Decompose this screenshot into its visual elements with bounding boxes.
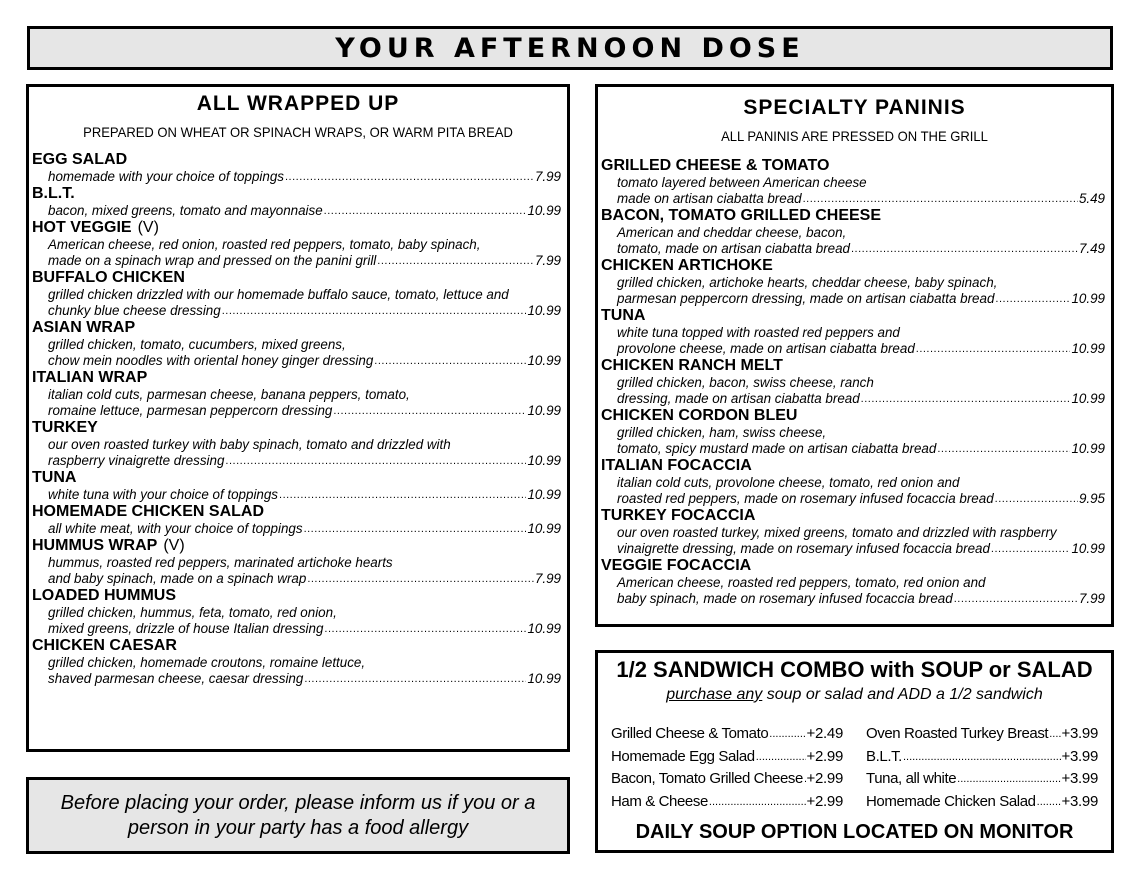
combo-option-price: +3.99 [1061, 725, 1098, 742]
menu-item-description: hummus, roasted red peppers, marinated artichoke hearts [48, 555, 393, 570]
menu-item-price: 10.99 [1071, 391, 1105, 406]
combo-option-name: B.L.T. [866, 747, 902, 765]
menu-item-description-line [601, 291, 1105, 307]
menu-item [32, 537, 561, 587]
menu-item-description-line [601, 525, 1105, 541]
menu-item-name-text: ITALIAN WRAP [32, 369, 148, 386]
menu-item-description: American and cheddar cheese, bacon, [617, 225, 847, 240]
menu-item-description-line [32, 253, 561, 269]
menu-item [32, 219, 561, 269]
combo-option-name: Homemade Chicken Salad [866, 792, 1036, 810]
dot-leader [995, 291, 1070, 307]
menu-item-description-line [32, 571, 561, 587]
menu-item-name-text: CHICKEN CAESAR [32, 637, 177, 654]
combo-option [611, 791, 843, 814]
menu-item-name [601, 507, 1105, 525]
menu-item-description: tomato layered between American cheese [617, 175, 867, 190]
combo-option-name: Oven Roasted Turkey Breast [866, 725, 1049, 742]
menu-item-description: mixed greens, drizzle of house Italian dressing [48, 621, 324, 636]
wraps-title: ALL WRAPPED UP [196, 92, 400, 115]
menu-item-name-text: TUNA [32, 469, 77, 486]
menu-item-name [601, 207, 1105, 225]
combo-subtitle [598, 686, 1111, 704]
menu-item-price: 7.99 [534, 571, 561, 586]
combo-option-name: Tuna, all white [866, 770, 957, 787]
menu-item-name-text: BUFFALO CHICKEN [32, 269, 185, 286]
menu-item-name-text: ITALIAN FOCACCIA [601, 457, 752, 474]
menu-item-description-line [32, 237, 561, 253]
menu-item-name-text: CHICKEN CORDON BLEU [601, 407, 798, 424]
menu-item-price: 10.99 [527, 487, 561, 502]
menu-item-description-line [32, 303, 561, 319]
menu-item-description-line [601, 491, 1105, 507]
menu-item-description-line [32, 605, 561, 621]
menu-item-description: italian cold cuts, provolone cheese, tomato, red onion and [617, 475, 960, 490]
menu-item-description-line [601, 375, 1105, 391]
dot-leader [709, 791, 806, 814]
menu-item-price: 10.99 [1071, 341, 1105, 356]
menu-item-description: baby spinach, made on rosemary infused focaccia bread [617, 591, 953, 606]
dot-leader [279, 487, 526, 503]
allergy-notice: Before placing your order, please inform us if you or a person in your party has a food allergy [60, 791, 536, 839]
combo-option [866, 746, 1098, 769]
menu-item-description-line [601, 391, 1105, 407]
menu-item-description-line [32, 169, 561, 185]
menu-item-description-line [601, 275, 1105, 291]
menu-item-description: tomato, spicy mustard made on artisan ciabatta bread [617, 441, 937, 456]
menu-item-description: American cheese, roasted red peppers, tomato, red onion and [617, 575, 986, 590]
menu-item-description: and baby spinach, made on a spinach wrap [48, 571, 307, 586]
all-wrapped-up-section [26, 84, 570, 752]
menu-item-description: made on artisan ciabatta bread [617, 191, 802, 206]
menu-item-description: romaine lettuce, parmesan peppercorn dressing [48, 403, 333, 418]
menu-item-description: chow mein noodles with oriental honey ginger dressing [48, 353, 374, 368]
menu-item-description: grilled chicken, homemade croutons, romaine lettuce, [48, 655, 366, 670]
menu-item-name-text: TUNA [601, 307, 646, 324]
menu-item [32, 151, 561, 185]
menu-item [32, 319, 561, 369]
menu-item-description: our oven roasted turkey, mixed greens, tomato and drizzled with raspberry [617, 525, 1057, 540]
allergy-notice-box [26, 777, 570, 854]
dot-leader [957, 768, 1060, 791]
menu-item-description-line [32, 671, 561, 687]
dot-leader [804, 768, 806, 791]
menu-item-price: 10.99 [527, 303, 561, 318]
menu-item [601, 207, 1105, 257]
dot-leader [324, 621, 526, 637]
menu-item-description: grilled chicken, tomato, cucumbers, mixed greens, [48, 337, 346, 352]
menu-item-description: grilled chicken, artichoke hearts, cheddar cheese, baby spinach, [617, 275, 998, 290]
menu-item-description: all white meat, with your choice of toppings [48, 521, 303, 536]
dot-leader [222, 303, 527, 319]
dot-leader [285, 169, 534, 185]
menu-item-name [601, 357, 1105, 375]
dot-leader [1049, 723, 1060, 746]
paninis-subtitle: ALL PANINIS ARE PRESSED ON THE GRILL [721, 128, 988, 144]
half-sandwich-combo-section [595, 650, 1114, 853]
combo-option-price: +2.49 [806, 725, 843, 742]
menu-item [601, 457, 1105, 507]
vegetarian-tag: (V) [137, 219, 159, 236]
menu-item-name [32, 537, 561, 555]
combo-subtitle-rest: soup or salad and ADD a 1/2 sandwich [762, 686, 1043, 703]
combo-option-price: +3.99 [1061, 747, 1098, 765]
dot-leader [861, 391, 1071, 407]
menu-item-price: 9.95 [1078, 491, 1105, 506]
menu-item-description-line [601, 441, 1105, 457]
combo-subtitle-underlined: purchase any [666, 686, 763, 703]
wraps-item-list [32, 151, 561, 687]
menu-item-name [601, 257, 1105, 275]
dot-leader [324, 203, 527, 219]
dot-leader [333, 403, 526, 419]
menu-item-name [601, 407, 1105, 425]
menu-item-description: grilled chicken, bacon, swiss cheese, ranch [617, 375, 874, 390]
menu-item-description-line [32, 437, 561, 453]
menu-item-description: tomato, made on artisan ciabatta bread [617, 241, 850, 256]
menu-item-price: 10.99 [1071, 291, 1105, 306]
dot-leader [304, 521, 527, 537]
menu-item-description-line [32, 203, 561, 219]
menu-item-description-line [601, 541, 1105, 557]
menu-item-description: our oven roasted turkey with baby spinach, tomato and drizzled with [48, 437, 451, 452]
menu-item-name [32, 637, 561, 655]
dot-leader [374, 353, 526, 369]
menu-item-price: 10.99 [527, 453, 561, 468]
combo-option [611, 723, 843, 746]
menu-item [32, 469, 561, 503]
menu-item-description-line [32, 555, 561, 571]
menu-item-description: italian cold cuts, parmesan cheese, banana peppers, tomato, [48, 387, 410, 402]
menu-item-name-text: VEGGIE FOCACCIA [601, 557, 752, 574]
menu-item [32, 637, 561, 687]
combo-option [866, 791, 1098, 814]
menu-item-name [601, 157, 1105, 175]
menu-item-name [32, 319, 561, 337]
menu-item-description: American cheese, red onion, roasted red peppers, tomato, baby spinach, [48, 237, 481, 252]
menu-item [601, 157, 1105, 207]
menu-item-name [32, 269, 561, 287]
menu-item-description: vinaigrette dressing, made on rosemary infused focaccia bread [617, 541, 990, 556]
menu-item-description-line [601, 575, 1105, 591]
wraps-subtitle: PREPARED ON WHEAT OR SPINACH WRAPS, OR WARM PITA BREAD [83, 124, 513, 140]
menu-item-name-text: EGG SALAD [32, 151, 128, 168]
menu-item-description: grilled chicken drizzled with our homemade buffalo sauce, tomato, lettuce and [48, 287, 509, 302]
menu-item-price: 10.99 [527, 353, 561, 368]
menu-item-description-line [32, 487, 561, 503]
menu-item-price: 10.99 [527, 671, 561, 686]
menu-item-description: grilled chicken, hummus, feta, tomato, red onion, [48, 605, 337, 620]
menu-item-price: 7.99 [534, 169, 561, 184]
menu-item-price: 10.99 [1071, 541, 1105, 556]
menu-item-price: 5.49 [1078, 191, 1105, 206]
dot-leader [769, 723, 805, 746]
menu-item-name-text: HUMMUS WRAP [32, 537, 158, 554]
menu-item-price: 7.99 [534, 253, 561, 268]
menu-item [601, 407, 1105, 457]
menu-item-description-line [32, 337, 561, 353]
menu-item-price: 10.99 [527, 203, 561, 218]
menu-item-price: 10.99 [527, 521, 561, 536]
menu-item-name [32, 185, 561, 203]
menu-item-price: 7.99 [1078, 591, 1105, 606]
menu-item [601, 357, 1105, 407]
menu-item-description-line [32, 353, 561, 369]
dot-leader [377, 253, 534, 269]
combo-right-column [866, 723, 1098, 813]
menu-item-price: 7.49 [1078, 241, 1105, 256]
menu-item [32, 419, 561, 469]
menu-item-name [601, 307, 1105, 325]
menu-item-name-text: ASIAN WRAP [32, 319, 136, 336]
menu-title-bar [27, 26, 1113, 70]
menu-item-description-line [32, 655, 561, 671]
menu-item-description-line [601, 191, 1105, 207]
dot-leader [803, 191, 1078, 207]
menu-title: YOUR AFTERNOON DOSE [335, 32, 805, 64]
combo-option-price: +3.99 [1061, 792, 1098, 810]
combo-option [866, 723, 1098, 746]
menu-item [32, 269, 561, 319]
menu-item-name-text: TURKEY FOCACCIA [601, 507, 756, 524]
menu-item-name [32, 219, 561, 237]
menu-item-description: chunky blue cheese dressing [48, 303, 221, 318]
menu-item-description: shaved parmesan cheese, caesar dressing [48, 671, 304, 686]
menu-item-description: grilled chicken, ham, swiss cheese, [617, 425, 827, 440]
menu-item-description: provolone cheese, made on artisan ciabatta bread [617, 341, 915, 356]
menu-item [32, 587, 561, 637]
combo-option-price: +2.99 [806, 792, 843, 810]
combo-option [611, 746, 843, 769]
menu-item-name-text: HOMEMADE CHICKEN SALAD [32, 503, 264, 520]
menu-item-name [32, 151, 561, 169]
combo-option-price: +2.99 [806, 770, 843, 787]
menu-item-description: white tuna topped with roasted red peppers and [617, 325, 900, 340]
menu-item-description: dressing, made on artisan ciabatta bread [617, 391, 860, 406]
dot-leader [756, 746, 806, 769]
menu-item-name [32, 369, 561, 387]
menu-item [601, 257, 1105, 307]
combo-option [611, 768, 843, 791]
dot-leader [916, 341, 1071, 357]
dot-leader [307, 571, 534, 587]
menu-item-description: homemade with your choice of toppings [48, 169, 284, 184]
menu-item-description: raspberry vinaigrette dressing [48, 453, 225, 468]
menu-item-name-text: B.L.T. [32, 185, 75, 202]
menu-item-price: 10.99 [527, 621, 561, 636]
menu-item [601, 557, 1105, 607]
dot-leader [1037, 791, 1061, 814]
menu-item-description-line [601, 591, 1105, 607]
menu-item-name [32, 469, 561, 487]
combo-left-column [611, 723, 843, 813]
menu-item-description-line [601, 341, 1105, 357]
menu-item-name-text: TURKEY [32, 419, 98, 436]
menu-item [32, 369, 561, 419]
menu-item-price: 10.99 [1071, 441, 1105, 456]
menu-item-description: parmesan peppercorn dressing, made on artisan ciabatta bread [617, 291, 995, 306]
combo-option-name: Ham & Cheese [611, 792, 708, 810]
menu-item-name [601, 557, 1105, 575]
combo-option-price: +3.99 [1061, 770, 1098, 787]
menu-item [32, 503, 561, 537]
combo-option-name: Grilled Cheese & Tomato [611, 725, 769, 742]
dot-leader [304, 671, 526, 687]
menu-item-name-text: CHICKEN RANCH MELT [601, 357, 783, 374]
menu-item-description-line [601, 241, 1105, 257]
menu-item-name [32, 503, 561, 521]
menu-item-name-text: GRILLED CHEESE & TOMATO [601, 157, 830, 174]
menu-item-description-line [601, 175, 1105, 191]
dot-leader [903, 746, 1061, 769]
menu-item-name-text: LOADED HUMMUS [32, 587, 176, 604]
menu-item-description: bacon, mixed greens, tomato and mayonnaise [48, 203, 323, 218]
menu-item-description: roasted red peppers, made on rosemary infused focaccia bread [617, 491, 994, 506]
menu-item-description-line [601, 475, 1105, 491]
menu-item-name [601, 457, 1105, 475]
menu-item-description-line [32, 453, 561, 469]
menu-item [601, 507, 1105, 557]
dot-leader [937, 441, 1070, 457]
menu-item-price: 10.99 [527, 403, 561, 418]
dot-leader [851, 241, 1078, 257]
combo-option-name: Bacon, Tomato Grilled Cheese [611, 770, 803, 787]
combo-option-name: Homemade Egg Salad [611, 747, 755, 765]
dot-leader [991, 541, 1071, 557]
menu-item-description-line [32, 521, 561, 537]
menu-item-description-line [32, 621, 561, 637]
menu-item-description: made on a spinach wrap and pressed on the panini grill [48, 253, 377, 268]
combo-title: 1/2 SANDWICH COMBO with SOUP or SALAD [616, 657, 1093, 682]
menu-item [32, 185, 561, 219]
menu-item-name [32, 587, 561, 605]
menu-item-description-line [32, 287, 561, 303]
menu-item-description-line [32, 387, 561, 403]
menu-item-description-line [601, 425, 1105, 441]
combo-option [866, 768, 1098, 791]
dot-leader [995, 491, 1078, 507]
dot-leader [954, 591, 1078, 607]
vegetarian-tag: (V) [163, 537, 185, 554]
combo-footer: DAILY SOUP OPTION LOCATED ON MONITOR [635, 821, 1074, 843]
menu-item-description: white tuna with your choice of toppings [48, 487, 279, 502]
menu-item-name [32, 419, 561, 437]
specialty-paninis-section [595, 84, 1114, 627]
menu-item-description-line [32, 403, 561, 419]
dot-leader [225, 453, 526, 469]
menu-item-name-text: CHICKEN ARTICHOKE [601, 257, 773, 274]
paninis-item-list [601, 157, 1105, 607]
menu-item-name-text: HOT VEGGIE [32, 219, 132, 236]
combo-option-price: +2.99 [806, 747, 843, 765]
menu-item-description-line [601, 225, 1105, 241]
menu-item-name-text: BACON, TOMATO GRILLED CHEESE [601, 207, 882, 224]
paninis-title: SPECIALTY PANINIS [743, 96, 966, 119]
menu-item-description-line [601, 325, 1105, 341]
menu-item [601, 307, 1105, 357]
